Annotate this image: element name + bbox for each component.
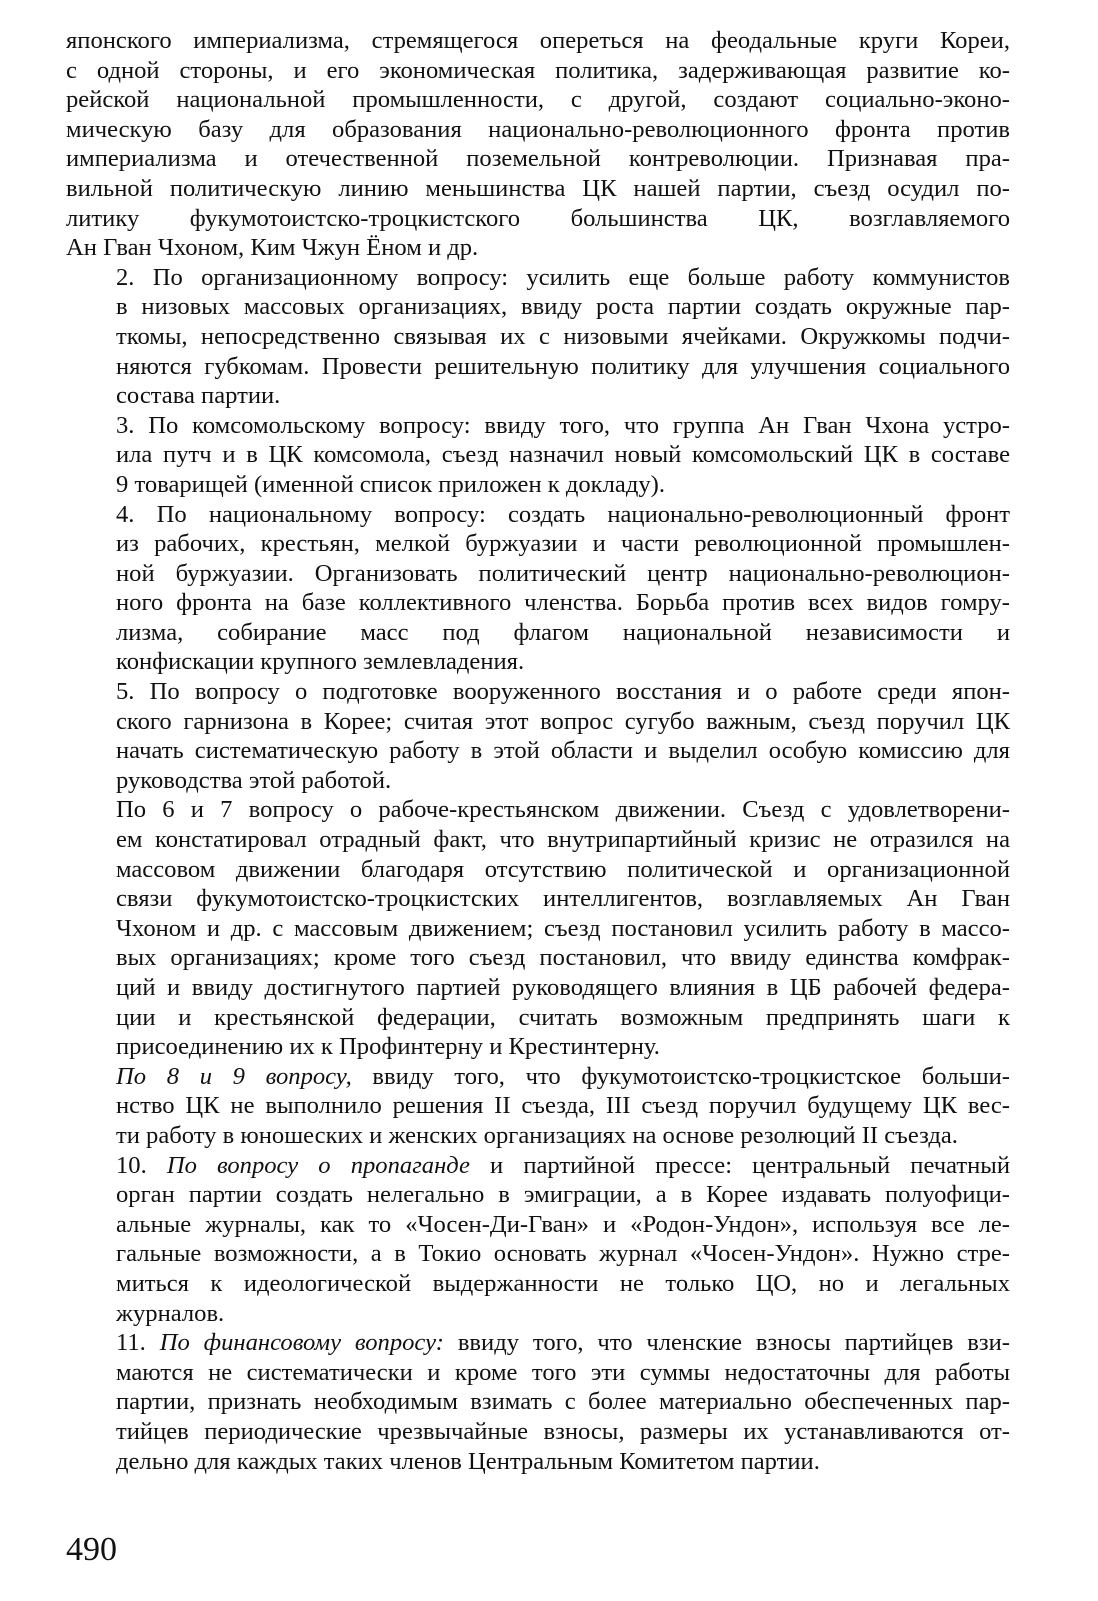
paragraph — [66, 1151, 1010, 1329]
line-text: орган партии создать нелегально в эмиграции, а в Корее издавать полуофици- — [116, 1181, 1010, 1209]
text-line — [66, 1003, 1010, 1033]
line-text: ского гарнизона в Корее; считая этот вопрос сугубо важным, съезд поручил ЦК — [116, 707, 1010, 735]
item-number: 10. — [116, 1151, 167, 1179]
line-text: ввиду того, что членские взносы партийцев взи- — [443, 1329, 1010, 1357]
text-line — [66, 795, 1010, 825]
text-line — [66, 1358, 1010, 1388]
text-line — [66, 174, 1010, 204]
text-line — [66, 233, 1010, 263]
paragraph — [66, 263, 1010, 411]
line-text: дельно для каждых таких членов Центральным Комитетом партии. — [116, 1447, 820, 1475]
line-text: руководства этой работой. — [116, 766, 392, 794]
page-number: 490 — [66, 1531, 117, 1568]
line-text: империализма и отечественной поземельной контреволюции. Признавая пра- — [66, 145, 1010, 173]
line-text: ти работу в юношеских и женских организациях на основе резолюций II съезда. — [116, 1121, 958, 1149]
text-line — [66, 470, 1010, 500]
text-line — [66, 884, 1010, 914]
line-text: 3. По комсомольскому вопросу: ввиду того, что группа Ан Гван Чхона устро- — [116, 411, 1010, 439]
text-line — [66, 1032, 1010, 1062]
text-line — [66, 1062, 1010, 1092]
line-text: ем констатировал отрадный факт, что внутрипартийный кризис не отразился на — [116, 826, 1010, 854]
text-line — [66, 1151, 1010, 1181]
text-line — [66, 352, 1010, 382]
line-text: 4. По национальному вопросу: создать национально-революционный фронт — [116, 500, 1010, 528]
italic-heading: По финансовому вопросу: — [159, 1329, 444, 1357]
line-text: состава партии. — [116, 382, 281, 410]
italic-heading: По 8 и 9 вопросу, — [116, 1062, 352, 1090]
line-text: ткомы, непосредственно связывая их с низовыми ячейками. Окружкомы подчи- — [116, 322, 1010, 350]
text-line — [66, 677, 1010, 707]
line-text: ила путч и в ЦК комсомола, съезд назначил новый комсомольский ЦК в составе — [116, 441, 1010, 469]
text-line — [66, 647, 1010, 677]
text-line — [66, 736, 1010, 766]
document-page — [66, 26, 1010, 1476]
line-text: вильной политическую линию меньшинства ЦК нашей партии, съезд осудил по- — [66, 174, 1010, 202]
paragraph — [66, 500, 1010, 678]
line-text: альные журналы, как то «Чосен-Ди-Гван» и «Родон-Ундон», используя все ле- — [116, 1210, 1010, 1238]
item-number: 11. — [116, 1329, 160, 1357]
line-text: вых организациях; кроме того съезд постановил, что ввиду единства комфрак- — [116, 944, 1010, 972]
line-text: рейской национальной промышленности, с другой, создают социально-эконо- — [66, 86, 1010, 114]
text-line — [66, 1328, 1010, 1358]
text-line — [66, 1180, 1010, 1210]
line-text: 2. По организационному вопросу: усилить еще больше работу коммунистов — [116, 263, 1010, 291]
line-text: журналов. — [116, 1299, 225, 1327]
paragraph — [66, 26, 1010, 263]
text-line — [66, 973, 1010, 1003]
line-text: миться к идеологической выдержанности не только ЦО, но и легальных — [116, 1269, 1010, 1297]
text-line — [66, 440, 1010, 470]
paragraph — [66, 411, 1010, 500]
line-text: ввиду того, что фукумотоистско-троцкистское больши- — [351, 1062, 1010, 1090]
line-text: ного фронта на базе коллективного членства. Борьба против всех видов гомру- — [116, 589, 1010, 617]
line-text: литику фукумотоистско-троцкистского большинства ЦК, возглавляемого — [66, 204, 1010, 232]
text-line — [66, 1121, 1010, 1151]
paragraph — [66, 677, 1010, 795]
text-line — [66, 1299, 1010, 1329]
line-text: гальные возможности, а в Токио основать журнал «Чосен-Ундон». Нужно стре- — [116, 1240, 1010, 1268]
line-text: с одной стороны, и его экономическая политика, задерживающая развитие ко- — [66, 56, 1010, 84]
text-line — [66, 1447, 1010, 1477]
line-text: Ан Гван Чхоном, Ким Чжун Ёном и др. — [66, 234, 479, 262]
text-line — [66, 500, 1010, 530]
text-line — [66, 1269, 1010, 1299]
line-text: связи фукумотоистско-троцкистских интеллигентов, возглавляемых Ан Гван — [116, 885, 1010, 913]
line-text: тийцев периодические чрезвычайные взносы, размеры их устанавливаются от- — [116, 1417, 1010, 1445]
text-line — [66, 1239, 1010, 1269]
text-line — [66, 204, 1010, 234]
line-text: лизма, собирание масс под флагом национальной независимости и — [116, 618, 1010, 646]
line-text: присоединению их к Профинтерну и Крестинтерну. — [116, 1033, 660, 1061]
text-line — [66, 411, 1010, 441]
text-line — [66, 618, 1010, 648]
text-line — [66, 85, 1010, 115]
line-text: в низовых массовых организациях, ввиду роста партии создать окружные пар- — [116, 293, 1010, 321]
line-text: из рабочих, крестьян, мелкой буржуазии и части революционной промышлен- — [116, 530, 1010, 558]
line-text: маются не систематически и кроме того эти суммы недостаточны для работы — [116, 1358, 1010, 1386]
text-line — [66, 914, 1010, 944]
text-line — [66, 144, 1010, 174]
text-line — [66, 855, 1010, 885]
line-text: няются губкомам. Провести решительную политику для улучшения социального — [116, 352, 1010, 380]
text-line — [66, 943, 1010, 973]
line-text: 5. По вопросу о подготовке вооруженного восстания и о работе среди япон- — [116, 678, 1010, 706]
line-text: ной буржуазии. Организовать политический центр национально-революцион- — [116, 559, 1010, 587]
line-text: ции и крестьянской федерации, считать возможным предпринять шаги к — [116, 1003, 1010, 1031]
line-text: мическую базу для образования национально-революционного фронта против — [66, 115, 1010, 143]
text-line — [66, 292, 1010, 322]
text-line — [66, 263, 1010, 293]
line-text: японского империализма, стремящегося опереться на феодальные круги Кореи, — [66, 27, 1010, 54]
paragraph — [66, 795, 1010, 1061]
line-text: начать систематическую работу в этой области и выделил особую комиссию для — [116, 737, 1010, 765]
text-line — [66, 1417, 1010, 1447]
paragraph — [66, 1328, 1010, 1476]
text-line — [66, 825, 1010, 855]
line-text: Чхоном и др. с массовым движением; съезд постановил усилить работу в массо- — [116, 914, 1010, 942]
text-line — [66, 1210, 1010, 1240]
line-text: По 6 и 7 вопросу о рабоче-крестьянском движении. Съезд с удовлетворени- — [116, 796, 1010, 824]
line-text: партии, признать необходимым взимать с более материально обеспеченных пар- — [116, 1388, 1010, 1416]
line-text: 9 товарищей (именной список приложен к докладу). — [116, 470, 665, 498]
line-text: массовом движении благодаря отсутствию политической и организационной — [116, 855, 1010, 883]
italic-heading: По вопросу о пропаганде — [166, 1151, 470, 1179]
text-line — [66, 559, 1010, 589]
text-line — [66, 766, 1010, 796]
paragraph — [66, 1062, 1010, 1151]
text-line — [66, 1091, 1010, 1121]
line-text: конфискации крупного землевладения. — [116, 648, 525, 676]
line-text: ций и ввиду достигнутого партией руководящего влияния в ЦБ рабочей федера- — [116, 974, 1010, 1001]
line-text: и партийной прессе: центральный печатный — [469, 1151, 1010, 1179]
text-line — [66, 1387, 1010, 1417]
text-line — [66, 381, 1010, 411]
text-line — [66, 322, 1010, 352]
line-text: нство ЦК не выполнило решения II съезда, III съезд поручил будущему ЦК вес- — [116, 1092, 1010, 1120]
text-line — [66, 588, 1010, 618]
text-line — [66, 115, 1010, 145]
text-line — [66, 56, 1010, 86]
text-line — [66, 26, 1010, 56]
text-line — [66, 529, 1010, 559]
text-line — [66, 707, 1010, 737]
